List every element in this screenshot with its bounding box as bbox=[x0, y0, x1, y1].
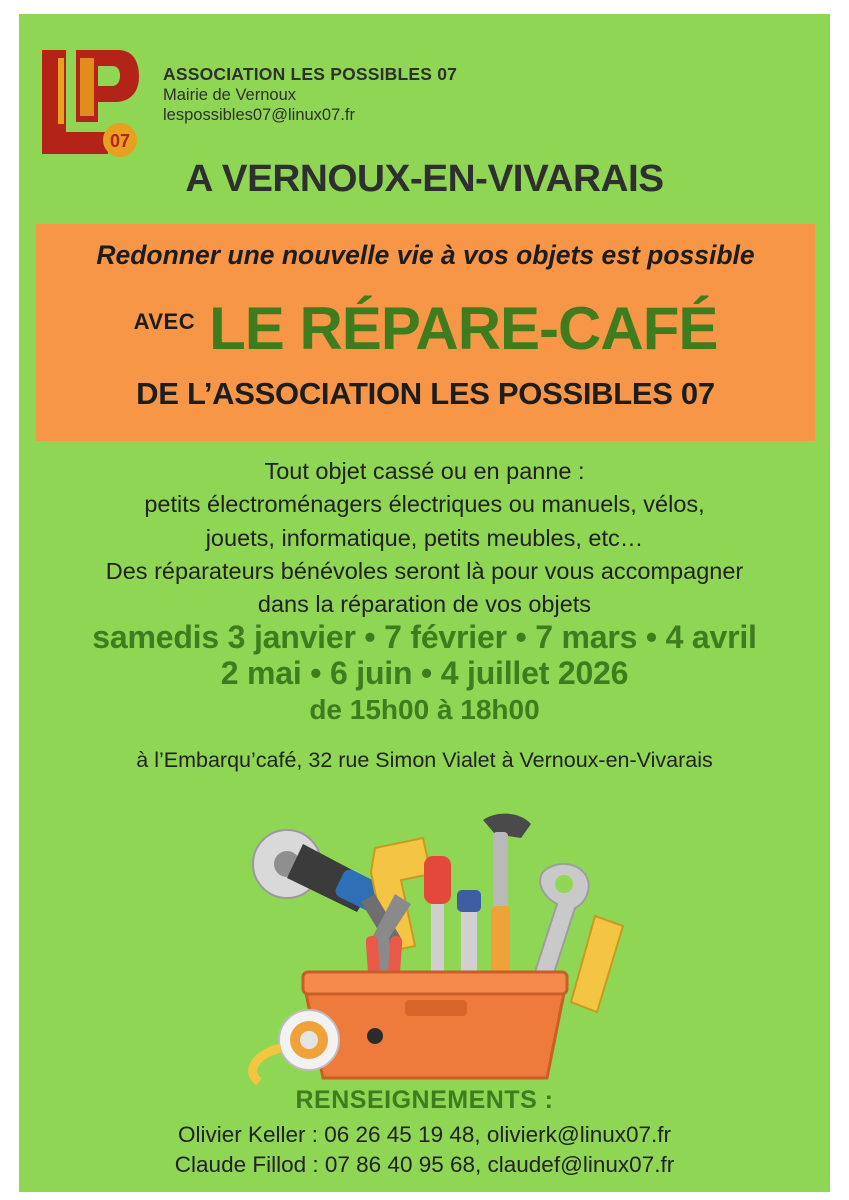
info-title: RENSEIGNEMENTS : bbox=[295, 1086, 554, 1114]
les-possibles-07-logo bbox=[36, 44, 140, 159]
contact-claude-fillod: Claude Fillod : 07 86 40 95 68, claudef@linux07.fr bbox=[174, 1151, 675, 1177]
hours: de 15h00 à 18h00 bbox=[309, 693, 540, 725]
description-line-4: Des réparateurs bénévoles seront là pour vous accompagner bbox=[105, 558, 744, 585]
schedule-block bbox=[19, 620, 830, 725]
description-line-3: jouets, informatique, petits meubles, etc… bbox=[205, 524, 644, 551]
dates-line-1: samedis 3 janvier • 7 février • 7 mars • 4 avril bbox=[92, 619, 757, 655]
description-block bbox=[19, 455, 830, 622]
contact-olivier-keller: Olivier Keller : 06 26 45 19 48, olivierk@linux07.fr bbox=[177, 1122, 672, 1147]
association-email: lespossibles07@linux07.fr bbox=[163, 106, 355, 125]
association-info bbox=[163, 64, 583, 126]
highlight-box bbox=[36, 224, 815, 441]
description-line-5: dans la réparation de vos objets bbox=[257, 591, 592, 618]
association-address: Mairie de Vernoux bbox=[163, 86, 296, 105]
description-line-2: petits électroménagers électriques ou manuels, vélos, bbox=[144, 491, 705, 518]
event-name: LE RÉPARE-CAFÉ bbox=[209, 295, 718, 362]
tagline: Redonner une nouvelle vie à vos objets est possible bbox=[96, 240, 755, 270]
city-title: A VERNOUX-EN-VIVARAIS bbox=[185, 158, 664, 200]
avec-label: AVEC bbox=[133, 309, 196, 334]
venue: à l’Embarqu’café, 32 rue Simon Vialet à Vernoux-en-Vivarais bbox=[136, 748, 713, 772]
svg-text:07: 07 bbox=[109, 131, 131, 151]
toolbox-with-tools-illustration bbox=[225, 786, 645, 1086]
event-title-line bbox=[36, 294, 815, 363]
contacts-block bbox=[19, 1120, 830, 1180]
association-name: ASSOCIATION LES POSSIBLES 07 bbox=[163, 64, 458, 84]
description-line-1: Tout objet cassé ou en panne : bbox=[264, 458, 585, 484]
association-subtitle: DE L’ASSOCIATION LES POSSIBLES 07 bbox=[136, 376, 715, 411]
dates-line-2: 2 mai • 6 juin • 4 juillet 2026 bbox=[220, 654, 629, 691]
